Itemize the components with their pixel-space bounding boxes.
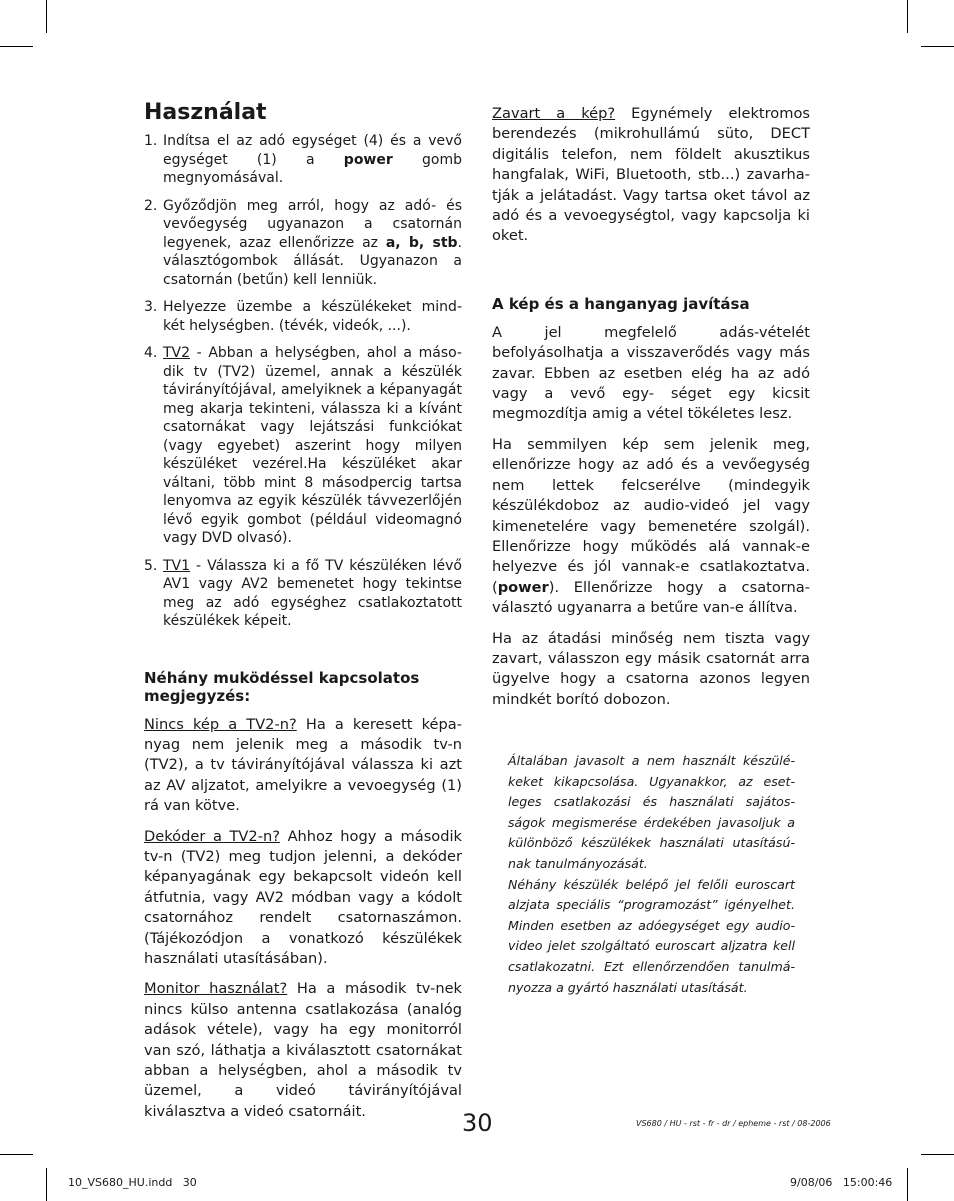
note-interference: Zavart a kép? Egynémely elektromos berendezés (mikrohullámú süto, DECT digitális telefon, nem földelt akusztikus hangfalak, WiFi, Bluetooth, stb...) zavarha- tják a jelátadást. Vagy tartsa oket távol az adó és a vevoegységtol, vagy kapcsolja ki oket. xyxy=(492,105,810,245)
tv2-label: TV2 xyxy=(163,345,191,361)
step-number: 3. xyxy=(144,299,158,315)
step-text: Győződjön meg arról, hogy az adó- és vevőegység ugyanazon a csatornán legyenek, azaz ellenőrizze az a, b, stb. választógombok állását. Ugyanazon a csatornán (betűn) kell lenniük. xyxy=(163,197,462,288)
step-text: TV2 - Abban a helységben, ahol a máso- dik tv (TV2) üzemel, annak a készülék távirányítójával, amelyiknek a képanyagát meg akarja tekinteni, válassza ki a kívánt csatornákat vagy lejátszási funkciókat (vagy egyebet) aszerint hogy milyen készüléket vezérel.Ha készüléket akar váltani, több mint 8 másodpercig tartsa lenyomva az egyik készülék távvezerlőjén lévő egyik gombot (például videomagnó vagy DVD olvasó). xyxy=(163,345,462,546)
list-item xyxy=(144,298,462,335)
note-no-picture: Nincs kép a TV2-n? Ha a keresett képa- nyag nem jelenik meg a második tv-n (TV2), a tv távirányítójával válassza ki azt az AV aljzatot, amelyikre a vevoegység (1) rá van kötve. xyxy=(144,715,462,815)
section-heading-notes: Néhány muködéssel kapcsolatos megjegyzés: xyxy=(144,668,420,705)
italic-notes xyxy=(508,751,795,998)
print-datetime: 9/08/06 15:00:46 xyxy=(790,1176,893,1189)
step-text: TV1 - Válassza ki a fő TV készüléken lévő AV1 vagy AV2 bemenetet hogy tekintse meg az adó egységhez csatlakoztatott készülékek képeit. xyxy=(163,557,462,629)
step-text: Indítsa el az adó egységet (4) és a vevő egységet (1) a power gomb megnyomásával. xyxy=(163,133,462,186)
crop-mark xyxy=(907,0,908,33)
step-text: Helyezze üzembe a készülékeket mind- két helységben. (tévék, videók, ...). xyxy=(163,299,462,334)
crop-mark xyxy=(921,1154,954,1155)
crop-mark xyxy=(921,46,954,47)
step-number: 2. xyxy=(144,197,158,214)
list-item xyxy=(144,197,462,290)
list-item xyxy=(144,344,462,548)
crop-mark xyxy=(46,1168,47,1201)
instruction-list xyxy=(144,132,462,631)
crop-mark xyxy=(46,0,47,33)
page-number: 30 xyxy=(462,1109,493,1137)
left-column xyxy=(144,100,462,1132)
paragraph: Ha az átadási minőség nem tiszta vagy zavart, válasszon egy másik csatornát arra ügyelve hogy a csatorna azonos legyen mindkét borító dobozon. xyxy=(492,629,810,708)
document-reference: VS680 / HU - rst - fr - dr / epheme - rst / 08-2006 xyxy=(636,1119,831,1128)
list-item xyxy=(144,557,462,631)
crop-mark xyxy=(0,46,33,47)
note-decoder: Dekóder a TV2-n? Ahhoz hogy a második tv-n (TV2) meg tudjon jelenni, a dekóder képanyagának egy bekapcsolt videón kell átfutnia, vagy AV2 módban vagy a kódolt csatornához rendelt csatornaszámon. (Tájékozódjon a vonatkozó készülékek használati utasításában). xyxy=(144,827,462,967)
note-monitor: Monitor használat? Ha a második tv-nek nincs külso antenna csatlakozása (analóg adások vétele), vagy ha egy monitorról van szó, láthatja a kiválasztott csatornákat abban a helységben, ahol a második tv üzemel, a videó távirányítójával kiválasztva a videó csatornáit. xyxy=(144,980,462,1120)
right-column xyxy=(492,104,810,720)
section-heading-improve: A kép és a hanganyag javítása xyxy=(492,294,750,313)
crop-mark xyxy=(0,1154,33,1155)
step-number: 5. xyxy=(144,557,158,574)
italic-note: Általában javasolt a nem használt készülé- keket kikapcsolása. Ugyanakkor, az eset- leges csatlakozási és használati sajátos- ságok megismerése érdekében javasoljuk a különböző készülékek használati utasítású- nak tanulmányozását. xyxy=(508,753,795,871)
paragraph: Ha semmilyen kép sem jelenik meg, ellenőrizze hogy az adó és a vevőegység nem lettek felcserélve (mindegyik készülékdoboz az audio-videó jel vagy kimenetelére vagy bemenetére szolgál). Ellenőrizze hogy működés alá vannak-e helyezve és jól vannak-e csatlakoztatva. (power). Ellenőrizze hogy a csatorna- választó ugyanarra a betűre van-e állítva. xyxy=(492,435,810,617)
paragraph: A jel megfelelő adás-vételét befolyásolhatja a visszaverődés vagy más zavar. Ebben az esetben elég ha az adó vagy a vevő egy- séget egy kicsit megmozdítja amig a vétel tökéletes lesz. xyxy=(492,323,810,423)
file-slug: 10_VS680_HU.indd 30 xyxy=(68,1176,197,1189)
list-item xyxy=(144,132,462,188)
page-title: Használat xyxy=(144,100,267,125)
italic-note: Néhány készülék belépő jel felőli euroscart alzjata speciális “programozást” igényelhet. Minden esetben az adóegységet egy audio- video jelet szolgáltató euroscart aljzatra kell csatlakozatni. Ezt ellenőrzendően tanulmá- nyozza a gyártó használati utasítását. xyxy=(508,876,795,995)
crop-mark xyxy=(907,1168,908,1201)
step-number: 4. xyxy=(144,345,158,361)
tv1-label: TV1 xyxy=(163,557,191,574)
step-number: 1. xyxy=(144,133,158,149)
